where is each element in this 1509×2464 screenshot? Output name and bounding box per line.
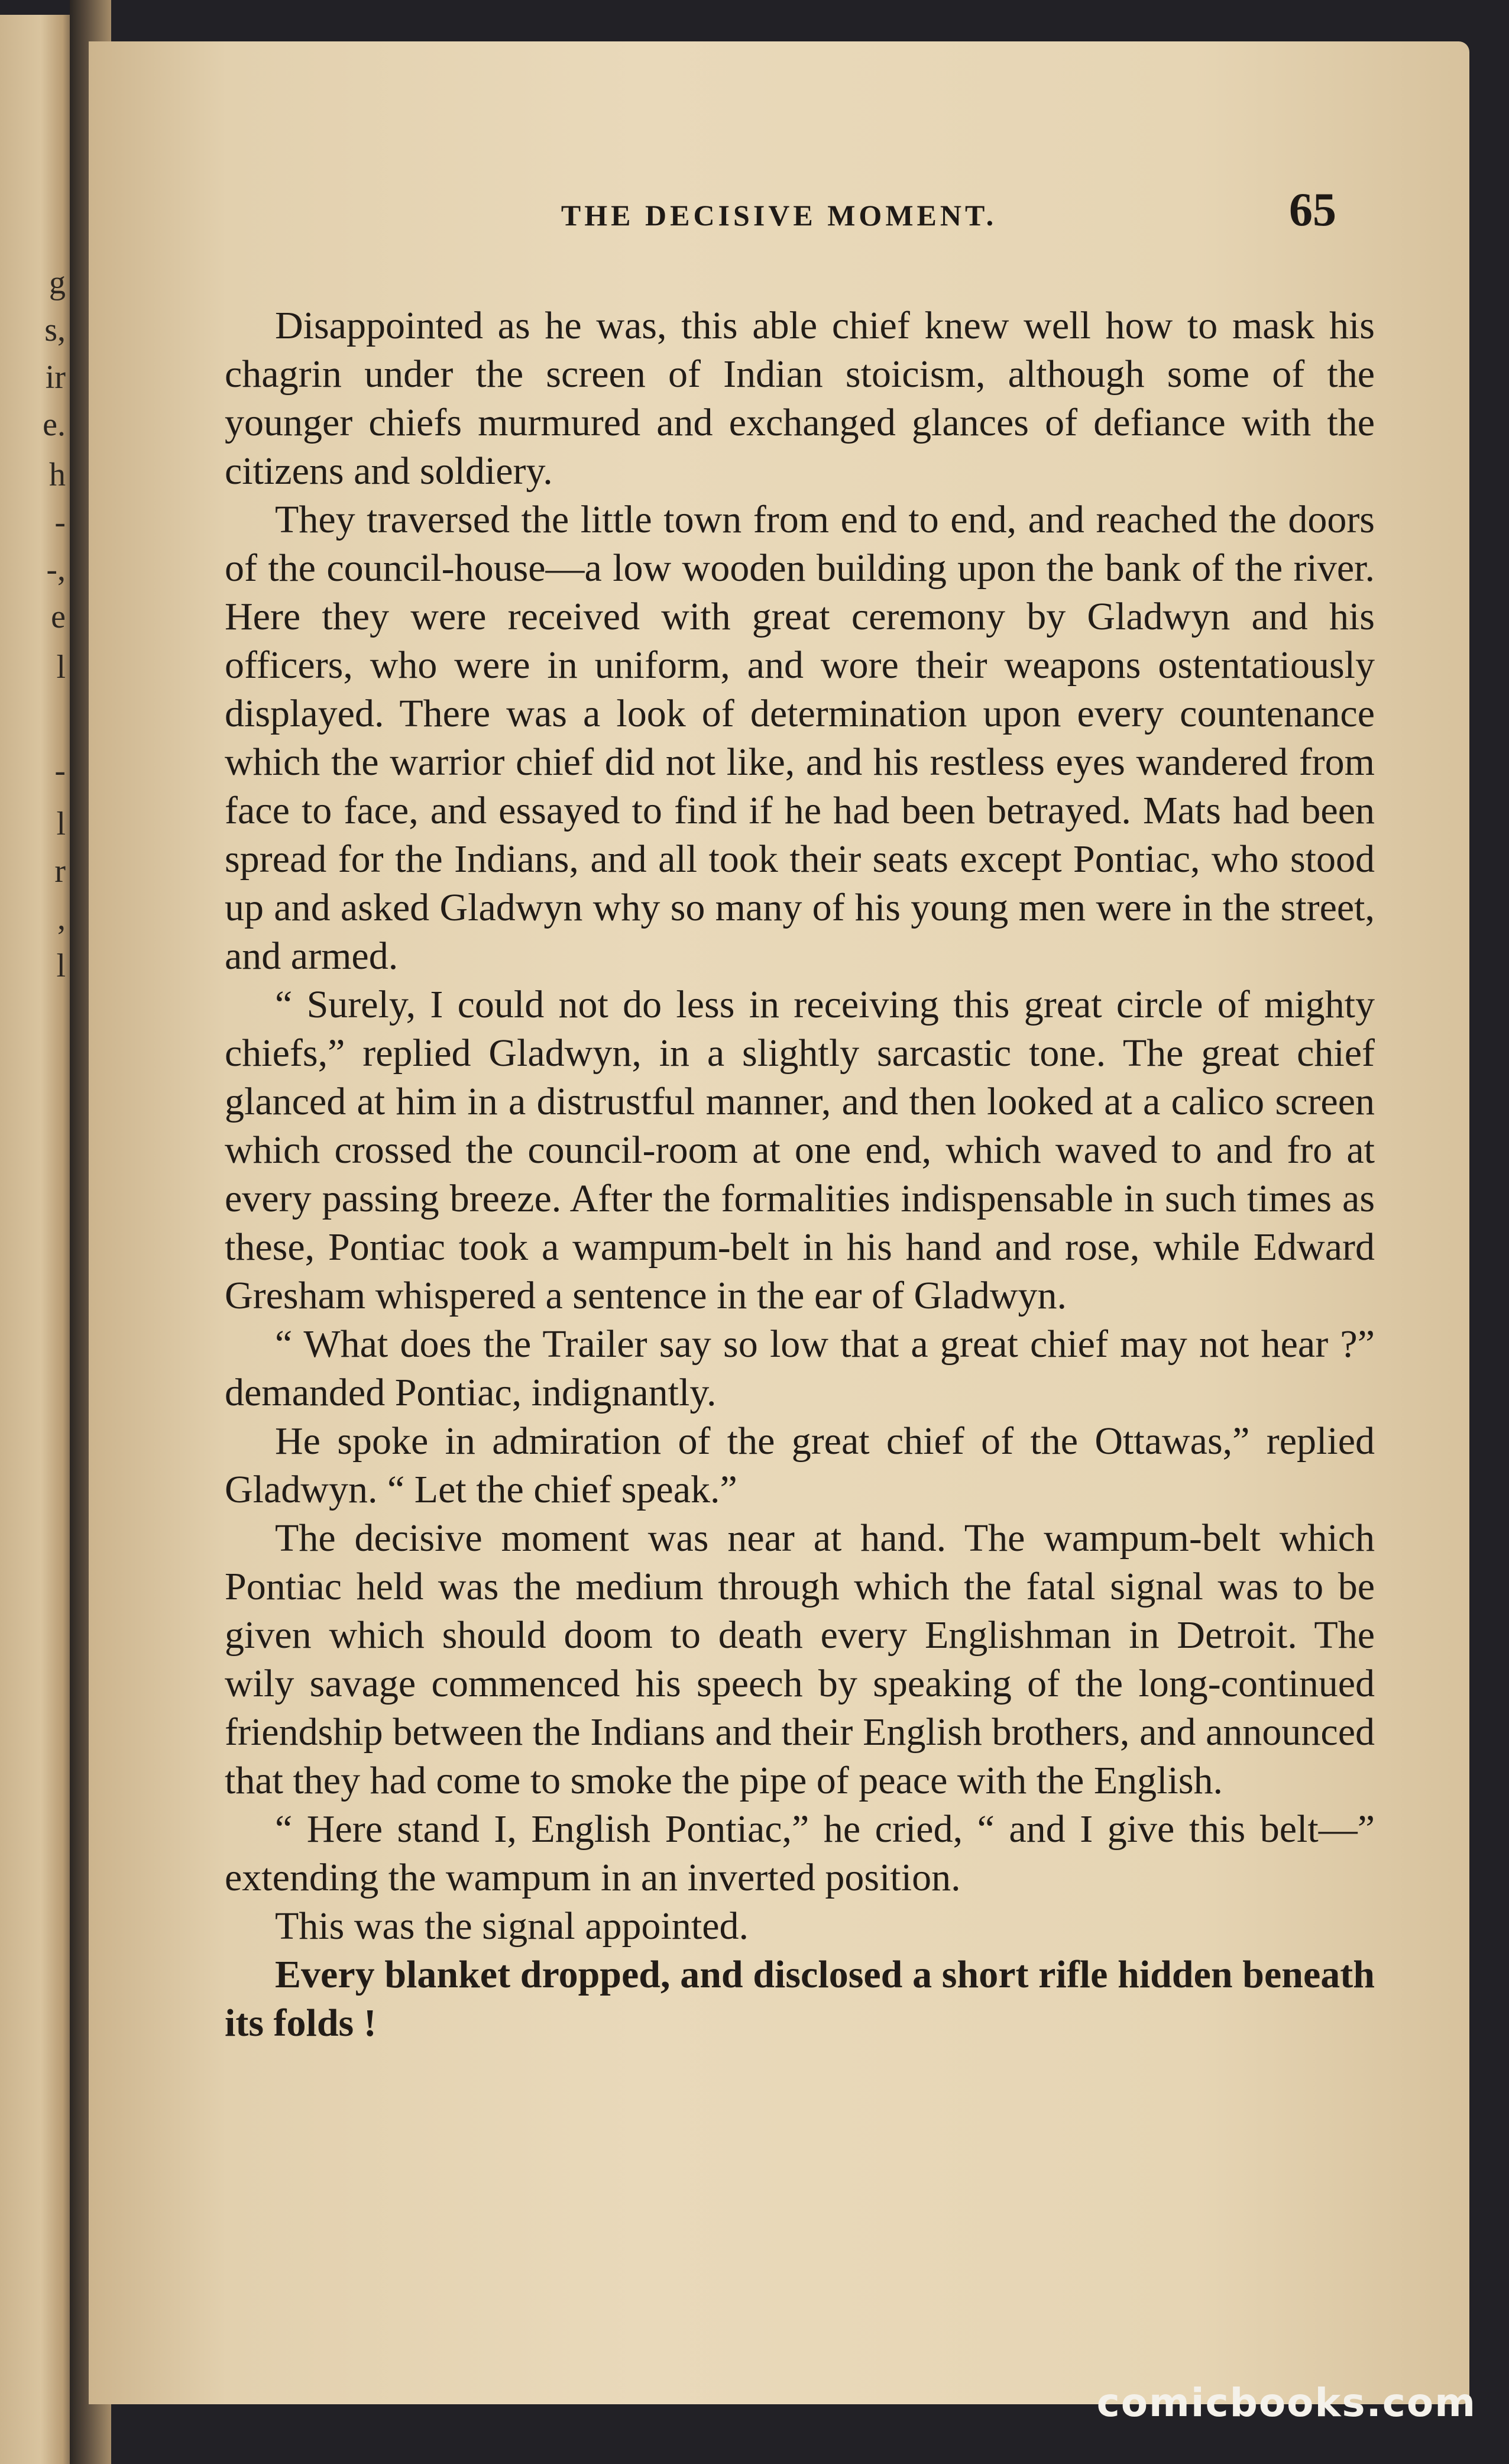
facing-page-fragment: e <box>51 599 66 635</box>
paragraph: Disappointed as he was, this able chief knew well how to mask his chagrin under the screen of Indian stoicism, although some of the younger chiefs murmured and exchanged glances of defiance with the citizens and soldiery. <box>225 304 1375 493</box>
facing-page-fragment: s, <box>44 312 66 348</box>
paragraph: “ Surely, I could not do less in receiving this great circle of mighty chiefs,” replied Gladwyn, in a slightly sarcastic tone. The great chief glanced at him in a distrustful manner, and then looked at a calico screen which crossed the council-room at one end, which waved to and fro at every passing breeze. After the formalities indispensable in such times as these, Pontiac took a wampum-belt in his hand and rose, while Edward Gresham whispered a sentence in the ear of Gladwyn. <box>225 983 1375 1317</box>
page-header <box>89 169 1469 234</box>
page-body-text <box>225 302 1375 2048</box>
facing-page-fragment: l <box>56 948 66 984</box>
facing-page-fragment: ir <box>45 359 66 396</box>
paragraph: “ Here stand I, English Pontiac,” he cried, “ and I give this belt—” extending the wampum in an inverted position. <box>225 1807 1375 1899</box>
site-watermark: comicbooks.com <box>1096 2380 1476 2426</box>
page-number: 65 <box>1289 184 1336 236</box>
facing-page-fragment: -, <box>46 551 66 588</box>
running-title: THE DECISIVE MOMENT. <box>561 199 998 232</box>
paragraph: He spoke in admiration of the great chief of the Ottawas,” replied Gladwyn. “ Let the chief speak.” <box>225 1419 1375 1511</box>
facing-page-edge <box>0 15 74 2464</box>
facing-page-fragment: g <box>49 264 66 301</box>
facing-page-fragment: h <box>49 457 66 493</box>
paragraph: This was the signal appointed. <box>275 1904 749 1948</box>
book-page <box>89 41 1469 2404</box>
facing-page-fragment: r <box>54 853 66 890</box>
facing-page-fragment: l <box>56 806 66 842</box>
paragraph: Every blanket dropped, and disclosed a short rifle hidden beneath its folds ! <box>225 1953 1375 2045</box>
facing-page-fragment: - <box>54 504 66 541</box>
paragraph: “ What does the Trailer say so low that a great chief may not hear ?” demanded Pontiac, indignantly. <box>225 1322 1375 1414</box>
facing-page-fragment: , <box>57 900 66 937</box>
facing-page-fragment: - <box>54 752 66 789</box>
paragraph: They traversed the little town from end to end, and reached the doors of the council-house—a low wooden building upon the bank of the river. Here they were received with great ceremony by Gladwyn and his officers, who were in uniform, and wore their weapons ostentatiously displayed. There was a look of determination upon every countenance which the warrior chief did not like, and his restless eyes wandered from face to face, and essayed to find if he had been betrayed. Mats had been spread for the Indians, and all took their seats except Pontiac, who stood up and asked Gladwyn why so many of his young men were in the street, and armed. <box>225 498 1375 978</box>
facing-page-fragment: l <box>56 649 66 685</box>
facing-page-fragment: e. <box>43 406 66 443</box>
paragraph: The decisive moment was near at hand. The wampum-belt which Pontiac held was the medium through which the fatal signal was to be given which should doom to death every Englishman in Detroit. The wily savage commenced his speech by speaking of the long-continued friendship between the Indians and their English brothers, and announced that they had come to smoke the pipe of peace with the English. <box>225 1516 1375 1802</box>
